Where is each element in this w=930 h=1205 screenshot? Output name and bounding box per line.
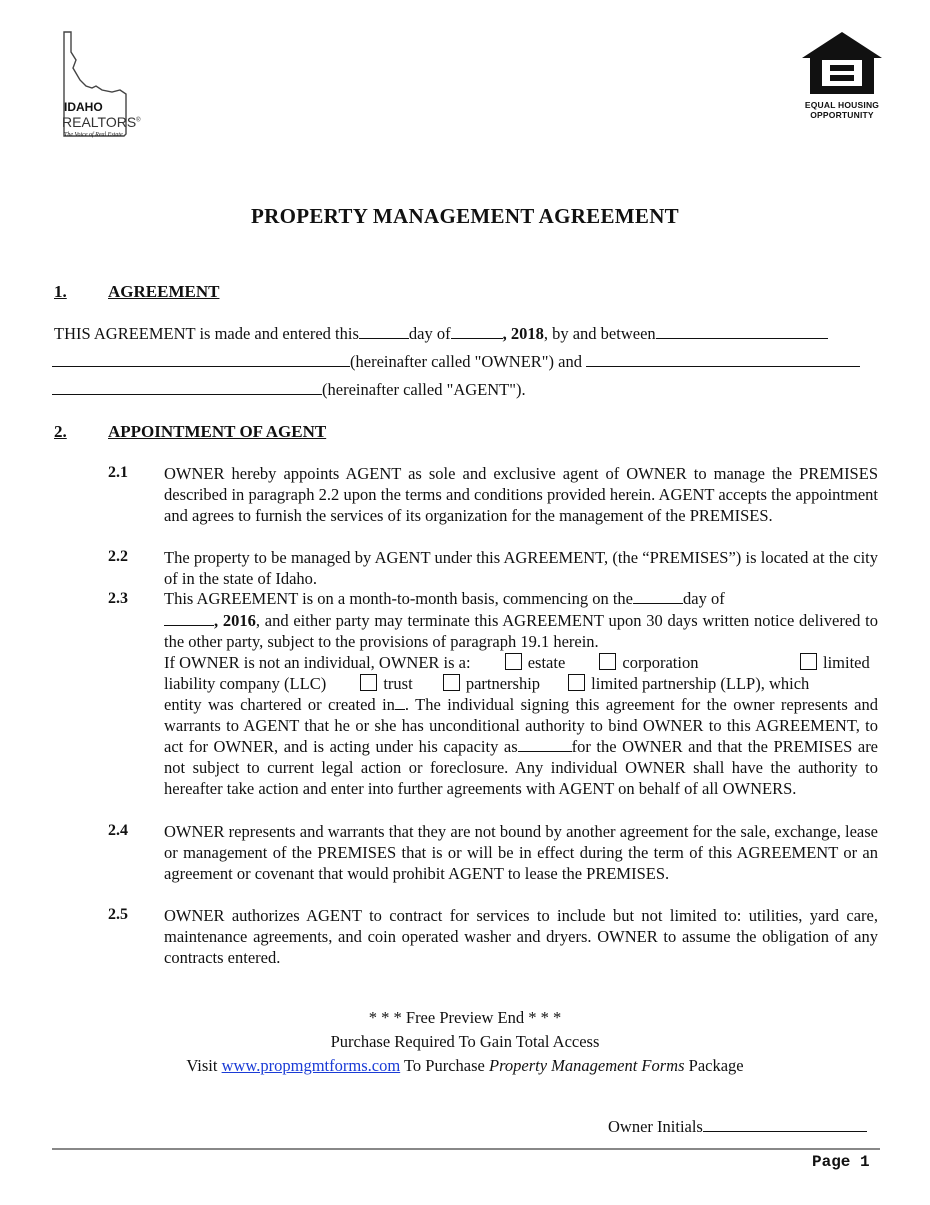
equal-housing-logo — [796, 30, 888, 125]
section1-year: , 2018 — [502, 324, 544, 343]
owner-initials-blank[interactable] — [703, 1117, 867, 1132]
equal-housing-house-icon — [800, 30, 884, 96]
section1-line2 — [52, 352, 860, 372]
section2-heading: APPOINTMENT OF AGENT — [108, 422, 327, 441]
limited-option — [800, 652, 870, 673]
clause-2-5-number: 2.5 — [108, 906, 128, 923]
package-name: Property Management Forms — [489, 1056, 685, 1075]
partnership-label: partnership — [465, 674, 541, 693]
clause-2-3-line1-text: This AGREEMENT is on a month-to-month basis, commencing on the — [164, 589, 633, 608]
clause-2-5-text: OWNER authorizes AGENT to contract for services to include but not limited to: utilities, yard care, maintenance agreements, and coin operated washer and dryers. OWNER to assume the obligation of any contracts entered. — [164, 906, 878, 967]
authority-text: . The individual signing this agreement for the owner represents and warrants to AGENT that he or she has unconditional authority to bind OWNER to this AGREEMENT, to act for OWNER, and is acting under his capacity as — [164, 695, 878, 756]
llc-checkbox[interactable] — [800, 653, 817, 670]
llc-label: liability company (LLC) — [164, 674, 327, 693]
registered-mark: ® — [136, 117, 141, 124]
logo-brand-text: REALTORS® — [62, 114, 141, 130]
propmgmtforms-link[interactable]: www.propmgmtforms.com — [221, 1056, 401, 1075]
section1-line2-text: (hereinafter called "OWNER") and — [350, 352, 582, 371]
llp-checkbox[interactable] — [568, 674, 585, 691]
clause-2-1-text: OWNER hereby appoints AGENT as sole and exclusive agent of OWNER to manage the PREMISES described in paragraph 2.2 upon the terms and conditions provided herein. AGENT accepts the appointment and agrees to furnish the services of its organization for the management of the PREMISES. — [164, 464, 878, 525]
agent-name-blank-1[interactable] — [586, 352, 860, 367]
premises-warranty-text: for the OWNER and that the PREMISES are not subject to current legal action or foreclosure. Any individual OWNER shall have the authority to hereafter take action and enter into further agreements with AGENT on behalf of all OWNERS. — [164, 737, 879, 798]
clause-2-3-line2-text: , and either party may terminate this AGREEMENT upon 30 days written notice delivered to the other party, subject to the provisions of paragraph 19.1 herein. — [164, 611, 878, 651]
section1-line3 — [52, 380, 526, 400]
month-blank[interactable] — [451, 324, 503, 339]
corporation-label: corporation — [622, 653, 699, 672]
clause-2-2-number: 2.2 — [108, 548, 128, 565]
chartered-text: entity was chartered or created in — [164, 695, 395, 714]
page-number: Page 1 — [812, 1153, 870, 1171]
purchase-required-text: Purchase Required To Gain Total Access — [330, 1032, 600, 1051]
day-blank[interactable] — [359, 324, 409, 339]
clause-2-3-line1-text-b: day of — [683, 589, 725, 608]
preview-end-text: * * * Free Preview End * * * — [368, 1008, 562, 1027]
entity-type-row-2 — [164, 673, 878, 694]
logo-tagline: The Voice of Real Estate — [64, 132, 123, 138]
section1-line3-text: (hereinafter called "AGENT"). — [322, 380, 526, 399]
entity-type-row-1 — [164, 652, 878, 673]
corporation-checkbox[interactable] — [599, 653, 616, 670]
section1-number: 1. — [54, 282, 67, 301]
commence-day-blank[interactable] — [633, 589, 683, 604]
section1-heading: AGREEMENT — [108, 282, 220, 301]
clause-2-3-number: 2.3 — [108, 590, 128, 607]
section1-line1-text-c: , by and between — [543, 324, 656, 343]
owner-initials — [608, 1117, 867, 1137]
trust-label: trust — [383, 674, 413, 693]
estate-label: estate — [527, 653, 566, 672]
llp-label: limited partnership (LLP), which — [591, 674, 810, 693]
entity-intro-text: If OWNER is not an individual, OWNER is a: — [164, 653, 471, 672]
section1-line1 — [54, 324, 828, 344]
agent-name-blank-2[interactable] — [52, 380, 322, 395]
clause-2-4-number: 2.4 — [108, 822, 128, 839]
to-purchase-text: To Purchase — [404, 1056, 485, 1075]
commence-month-blank[interactable] — [164, 611, 214, 626]
owner-name-blank-1[interactable] — [656, 324, 828, 339]
section1-line1-text-a: THIS AGREEMENT is made and entered this — [54, 324, 359, 343]
clause-2-3-year: , 2016 — [214, 611, 256, 630]
logo-state-text: IDAHO — [64, 100, 103, 114]
clause-2-4-text: OWNER represents and warrants that they are not bound by another agreement for the sale, exchange, lease or management of the PREMISES that is or will be in effect during the term of this AGREEMENT or an agreement or covenant that would prohibit AGENT to lease the PREMISES. — [164, 822, 878, 883]
clause-2-3-para1 — [164, 610, 878, 652]
clause-2-1-number: 2.1 — [108, 464, 128, 481]
estate-checkbox[interactable] — [505, 653, 522, 670]
state-chartered-blank[interactable] — [395, 695, 405, 710]
clause-2-2-text: The property to be managed by AGENT under this AGREEMENT, (the “PREMISES”) is located at the city of in the state of Idaho. — [164, 548, 878, 588]
trust-checkbox[interactable] — [360, 674, 377, 691]
equal-housing-line1: EQUAL HOUSING — [804, 100, 880, 110]
owner-name-blank-2[interactable] — [52, 352, 350, 367]
equal-housing-line2: OPPORTUNITY — [810, 110, 874, 120]
clause-2-3-para2 — [164, 694, 878, 799]
document-title: PROPERTY MANAGEMENT AGREEMENT — [251, 204, 679, 228]
visit-line — [0, 1056, 930, 1076]
owner-initials-label: Owner Initials — [608, 1117, 703, 1136]
footer-divider — [52, 1148, 880, 1150]
package-text: Package — [688, 1056, 744, 1075]
capacity-blank[interactable] — [518, 737, 572, 752]
clause-2-3-line1 — [164, 589, 725, 609]
section2-number: 2. — [54, 422, 67, 441]
idaho-realtors-logo — [56, 30, 141, 145]
partnership-checkbox[interactable] — [443, 674, 460, 691]
section1-line1-text-b: day of — [408, 324, 451, 343]
limited-label: limited — [823, 653, 870, 672]
visit-text: Visit — [186, 1056, 218, 1075]
